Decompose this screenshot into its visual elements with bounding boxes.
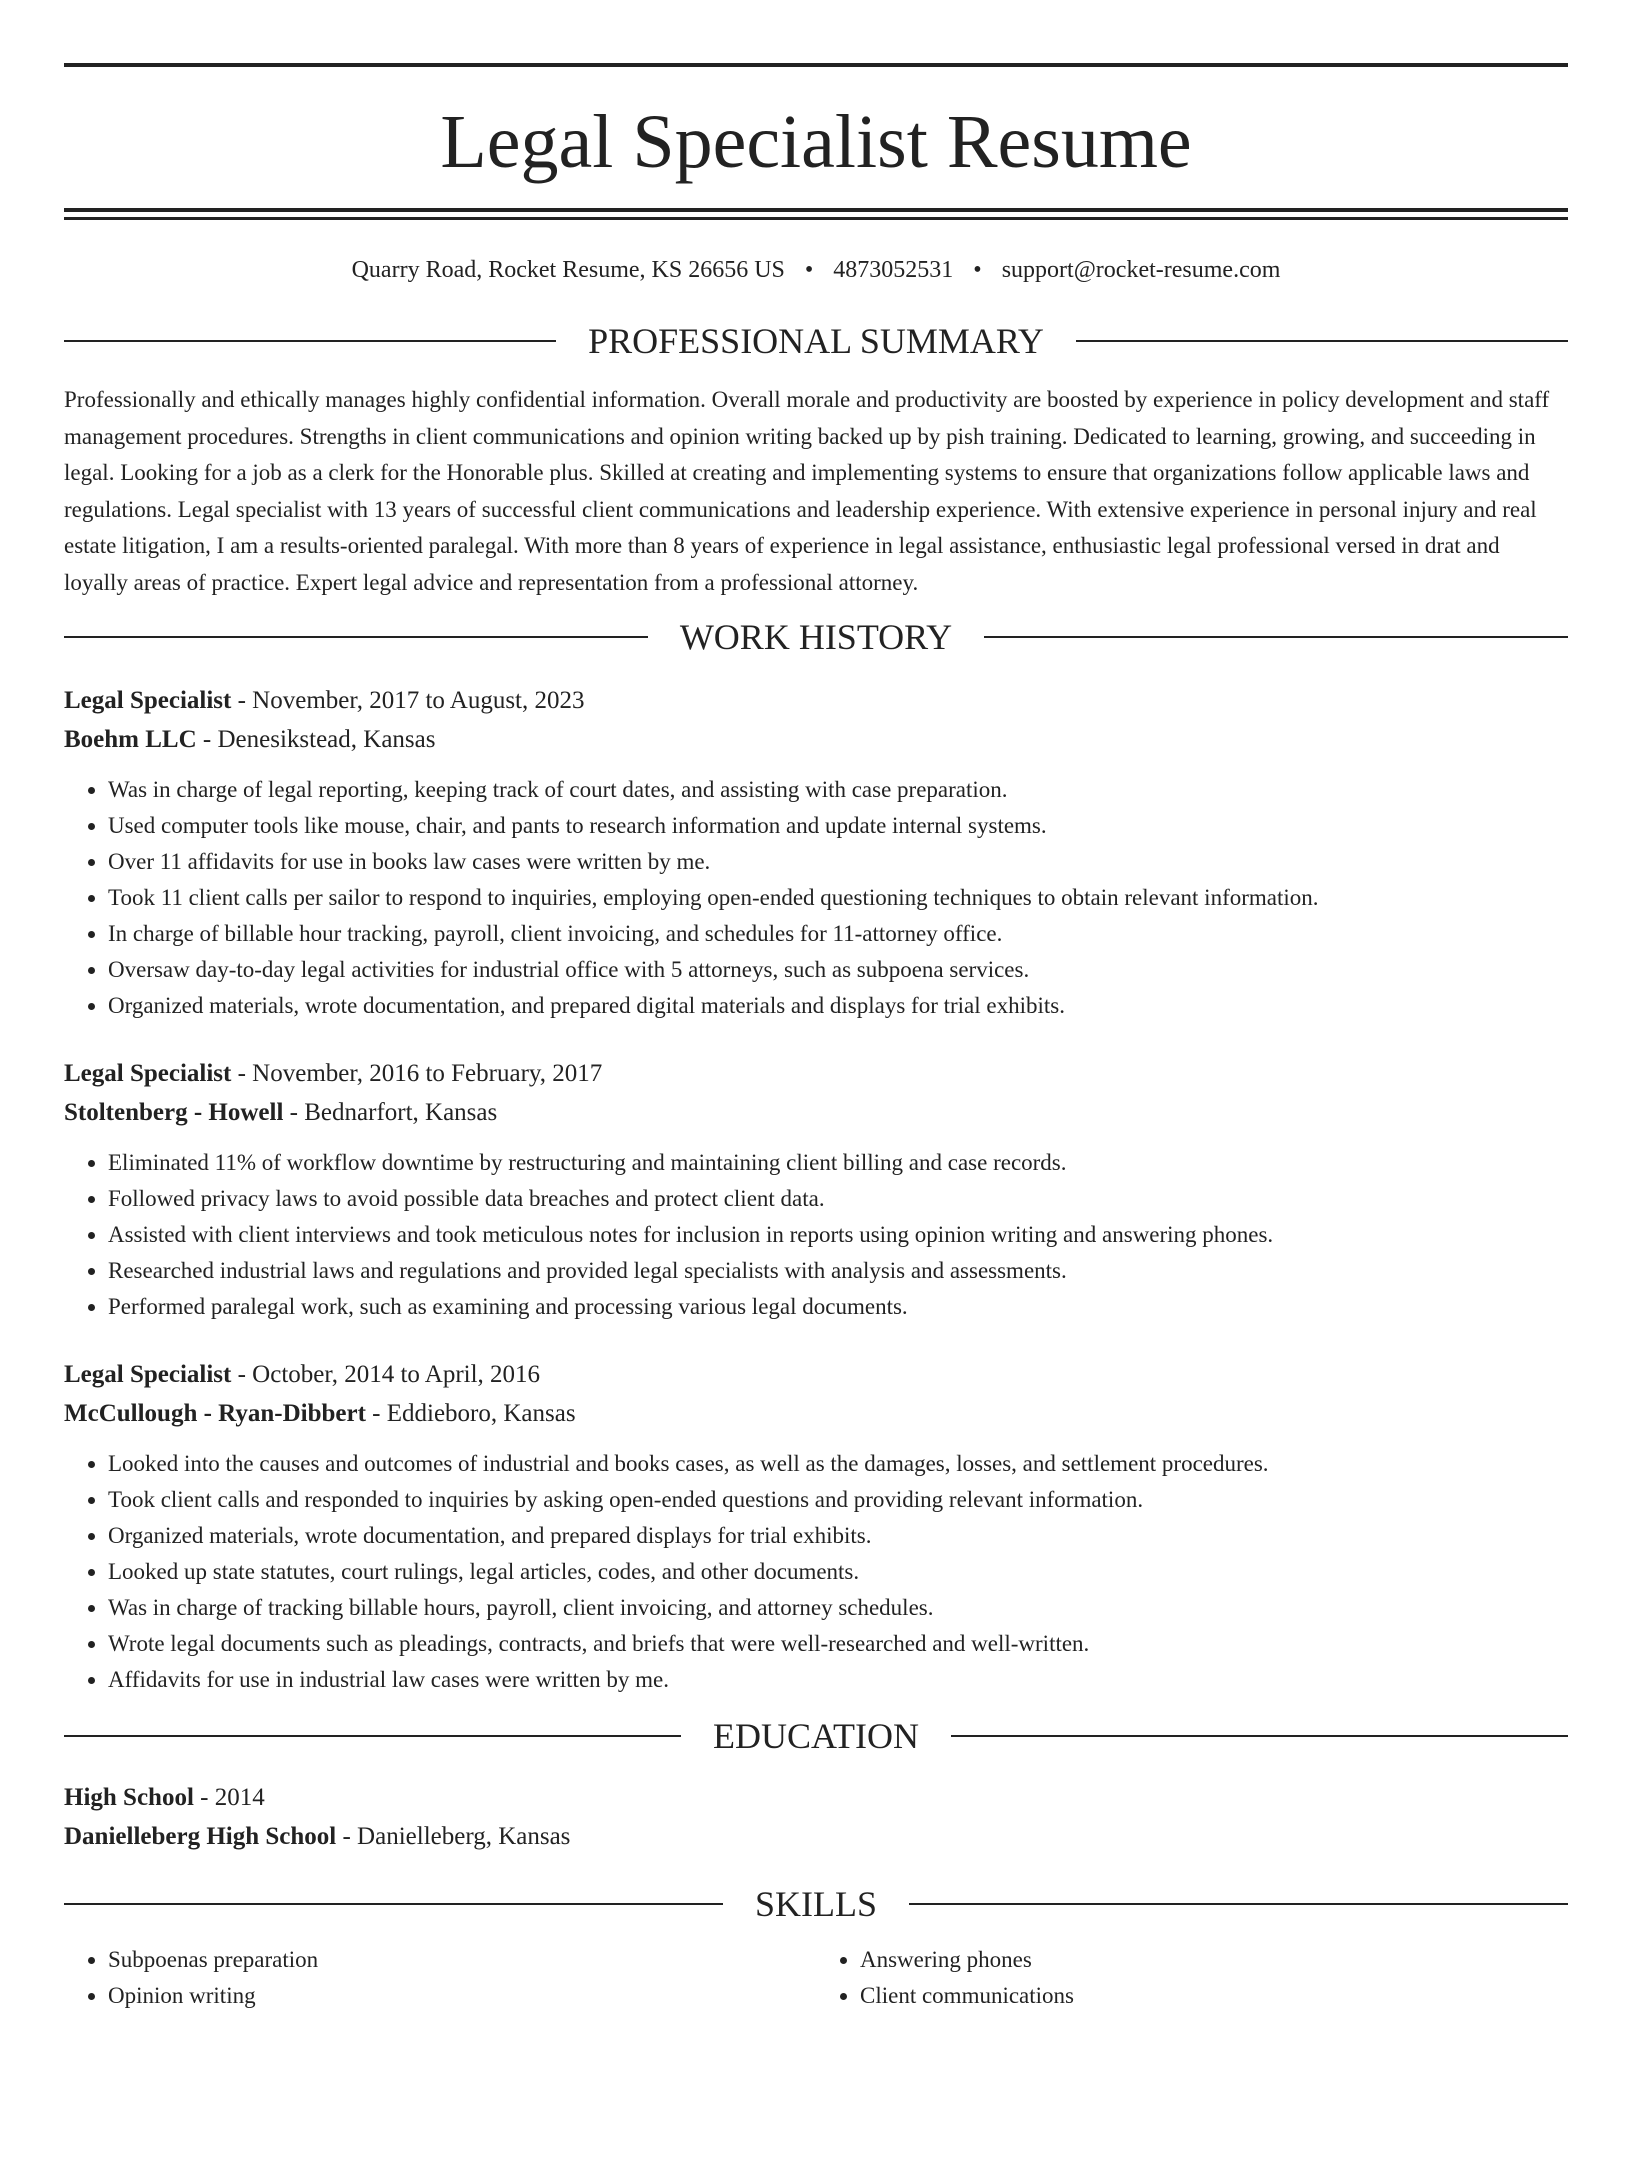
job-duty-item: • Was in charge of legal reporting, keeping track of court dates, and assisting with case preparation.	[108, 772, 1568, 808]
job-duty-item: • Was in charge of tracking billable hours, payroll, client invoicing, and attorney schedules.	[108, 1590, 1568, 1626]
job-title-line	[64, 1355, 1568, 1394]
job-duty-item: • Organized materials, wrote documentation, and prepared digital materials and displays for trial exhibits.	[108, 988, 1568, 1024]
section-title: EDUCATION	[713, 1716, 919, 1756]
education-school: Danielleberg High School	[64, 1823, 337, 1850]
job-dates: - October, 2014 to April, 2016	[231, 1361, 541, 1388]
job-duty-item: • Followed privacy laws to avoid possible data breaches and protect client data.	[108, 1181, 1568, 1217]
job-duty-item: • Performed paralegal work, such as examining and processing various legal documents.	[108, 1289, 1568, 1325]
job-duties-list	[64, 1446, 1568, 1698]
summary-text: Professionally and ethically manages highly confidential information. Overall morale and productivity are boosted by experience in policy development and staff management procedures. Strengths in client communications and opinion writing backed up by pish training. Dedicated to learning, growing, and succeeding in legal. Looking for a job as a clerk for the Honorable plus. Skilled at creating and implementing systems to ensure that organizations follow applicable laws and regulations. Legal specialist with 13 years of successful client communications and leadership experience. With extensive experience in personal injury and real estate litigation, I am a results-oriented paralegal. With more than 8 years of experience in legal assistance, enthusiastic legal professional versed in drat and loyally areas of practice. Expert legal advice and representation from a professional attorney.	[64, 387, 1550, 595]
skills-right-column	[816, 1942, 1568, 2014]
skills-left-column	[64, 1942, 816, 2014]
education-entry	[64, 1778, 1568, 1856]
job-entry	[64, 1355, 1568, 1698]
section-title: SKILLS	[755, 1884, 878, 1924]
job-duty-item: • Looked into the causes and outcomes of industrial and books cases, as well as the damages, losses, and settlement procedures.	[108, 1446, 1568, 1482]
job-title-line	[64, 1054, 1568, 1093]
resume-title: Legal Specialist Resume	[440, 100, 1192, 184]
job-duty-item: • Affidavits for use in industrial law cases were written by me.	[108, 1662, 1568, 1698]
job-duty-item: • Assisted with client interviews and took meticulous notes for inclusion in reports using opinion writing and answering phones.	[108, 1217, 1568, 1253]
contact-line	[64, 255, 1568, 285]
job-entry	[64, 681, 1568, 1024]
education-degree: High School	[64, 1784, 194, 1811]
education-heading	[64, 1718, 1568, 1754]
job-duty-item: • Oversaw day-to-day legal activities for industrial office with 5 attorneys, such as subpoena services.	[108, 952, 1568, 988]
job-title: Legal Specialist	[64, 687, 232, 714]
contact-separator: •	[804, 257, 814, 283]
skill-item: • Opinion writing	[108, 1978, 816, 2014]
job-duty-item: • Looked up state statutes, court rulings, legal articles, codes, and other documents.	[108, 1554, 1568, 1590]
summary-heading	[64, 323, 1568, 359]
job-location: - Denesikstead, Kansas	[196, 726, 436, 753]
job-dates: - November, 2017 to August, 2023	[231, 687, 585, 714]
education-school-line	[64, 1817, 1568, 1856]
job-duty-item: • Took 11 client calls per sailor to respond to inquiries, employing open-ended questioning techniques to obtain relevant information.	[108, 880, 1568, 916]
skills-heading	[64, 1886, 1568, 1922]
section-title: WORK HISTORY	[679, 617, 953, 657]
contact-phone: 4873052531	[833, 257, 954, 283]
skills-list	[64, 1942, 1568, 2014]
contact-email: support@rocket-resume.com	[1001, 257, 1281, 283]
education-degree-line	[64, 1778, 1568, 1817]
education-location: - Danielleberg, Kansas	[336, 1823, 571, 1850]
work-history-heading	[64, 619, 1568, 655]
job-location: - Bednarfort, Kansas	[283, 1099, 498, 1126]
job-duty-item: • Used computer tools like mouse, chair, and pants to research information and update internal systems.	[108, 808, 1568, 844]
skill-item: • Answering phones	[860, 1942, 1568, 1978]
job-duties-list	[64, 1145, 1568, 1325]
job-duty-item: • Over 11 affidavits for use in books law cases were written by me.	[108, 844, 1568, 880]
job-company: Boehm LLC	[64, 726, 197, 753]
job-duty-item: • Wrote legal documents such as pleadings, contracts, and briefs that were well-researched and well-written.	[108, 1626, 1568, 1662]
top-rule	[64, 63, 1568, 67]
title-double-rule	[64, 208, 1568, 220]
job-location: - Eddieboro, Kansas	[365, 1400, 576, 1427]
job-company-line	[64, 1394, 1568, 1433]
job-company: Stoltenberg - Howell	[64, 1099, 284, 1126]
job-duty-item: • Took client calls and responded to inquiries by asking open-ended questions and providing relevant information.	[108, 1482, 1568, 1518]
job-title: Legal Specialist	[64, 1361, 232, 1388]
skill-item: • Client communications	[860, 1978, 1568, 2014]
section-title: PROFESSIONAL SUMMARY	[588, 321, 1044, 361]
job-title-line	[64, 681, 1568, 720]
contact-separator: •	[973, 257, 982, 283]
job-duty-item: • Eliminated 11% of workflow downtime by restructuring and maintaining client billing and case records.	[108, 1145, 1568, 1181]
job-company-line	[64, 1093, 1568, 1132]
job-company-line	[64, 720, 1568, 759]
job-duty-item: • Organized materials, wrote documentation, and prepared displays for trial exhibits.	[108, 1518, 1568, 1554]
skill-item: • Subpoenas preparation	[108, 1942, 816, 1978]
job-dates: - November, 2016 to February, 2017	[231, 1060, 603, 1087]
job-title: Legal Specialist	[64, 1060, 232, 1087]
job-duties-list	[64, 772, 1568, 1024]
job-company: McCullough - Ryan-Dibbert	[64, 1400, 366, 1427]
education-year: - 2014	[193, 1784, 265, 1811]
resume-page	[0, 63, 1632, 2175]
job-entry	[64, 1054, 1568, 1325]
job-duty-item: • Researched industrial laws and regulations and provided legal specialists with analysis and assessments.	[108, 1253, 1568, 1289]
job-duty-item: • In charge of billable hour tracking, payroll, client invoicing, and schedules for 11-attorney office.	[108, 916, 1568, 952]
work-history-list	[64, 681, 1568, 1698]
contact-address: Quarry Road, Rocket Resume, KS 26656 US	[351, 257, 785, 283]
